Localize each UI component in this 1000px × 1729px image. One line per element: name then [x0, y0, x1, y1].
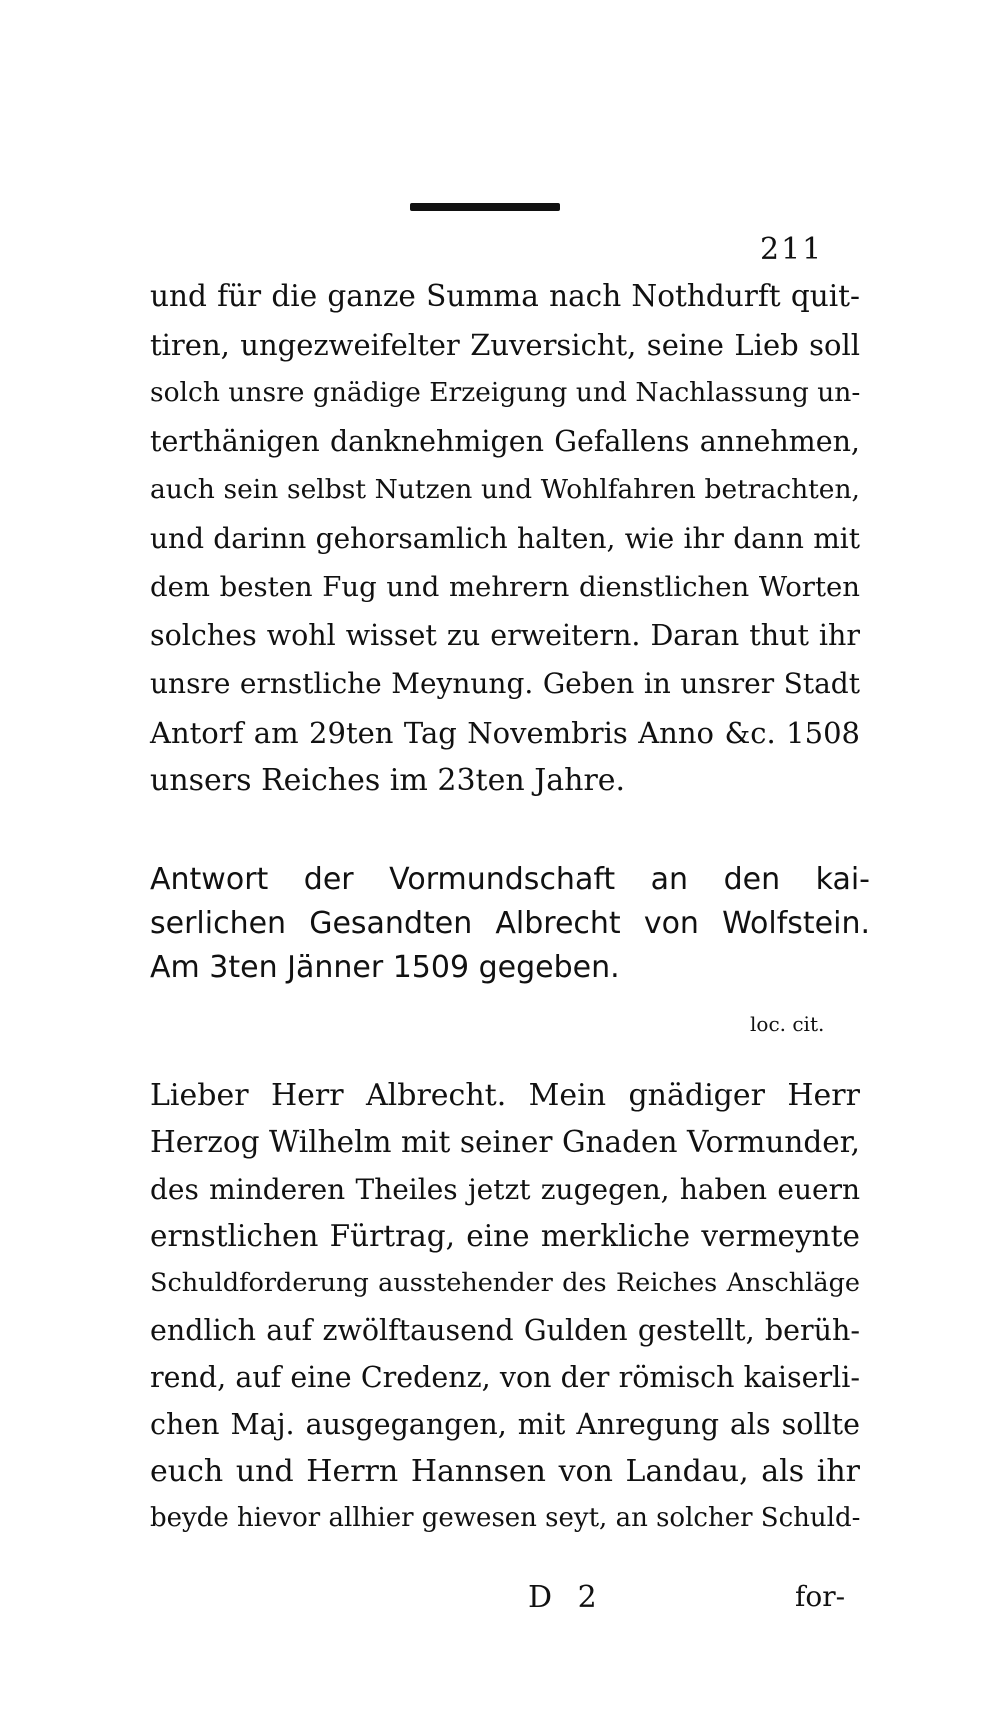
text-line: Lieber Herr Albrecht. Mein gnädiger Herr [150, 1078, 860, 1113]
text-line: ernstlichen Fürtrag, eine merkliche vermeynte [150, 1219, 860, 1253]
signature-mark: D 2 [528, 1580, 605, 1615]
heading-line: Antwort der Vormundschaft an den kai- [150, 862, 870, 897]
text-line: beyde hievor allhier gewesen seyt, an solcher Schuld- [150, 1503, 861, 1533]
text-line: terthänigen danknehmigen Gefallens annehmen, [150, 424, 860, 458]
text-line: solches wohl wisset zu erweitern. Daran thut ihr [150, 618, 860, 652]
text-line: Antorf am 29ten Tag Novembris Anno &c. 1508 [150, 715, 860, 750]
text-line: und darinn gehorsamlich halten, wie ihr dann mit [150, 521, 860, 555]
page-number: 211 [760, 232, 824, 267]
text-line: unsers Reiches im 23ten Jahre. [150, 763, 626, 798]
source-note: loc. cit. [750, 1012, 825, 1036]
text-line: Schuldforderung ausstehender des Reiches Anschläge [150, 1268, 860, 1298]
text-line: solch unsre gnädige Erzeigung und Nachlassung un- [150, 377, 861, 408]
heading-line: serlichen Gesandten Albrecht von Wolfstein. [150, 906, 870, 941]
section-heading [150, 858, 870, 990]
text-line: endlich auf zwölftausend Gulden gestellt, berüh- [150, 1314, 860, 1347]
text-line: dem besten Fug und mehrern dienstlichen Worten [150, 571, 860, 603]
heading-line: Am 3ten Jänner 1509 gegeben. [150, 950, 620, 985]
catchword: for- [795, 1580, 846, 1613]
text-line: euch und Herrn Hannsen von Landau, als ihr [150, 1454, 860, 1489]
paragraph-letter-body [150, 1072, 860, 1542]
header-rule [410, 203, 560, 211]
paragraph-letter-ending [150, 272, 860, 806]
text-line: chen Maj. ausgegangen, mit Anregung als sollte [150, 1408, 860, 1441]
text-line: tiren, ungezweifelter Zuversicht, seine Lieb soll [150, 327, 860, 362]
text-line: des minderen Theiles jetzt zugegen, haben euern [150, 1173, 860, 1206]
text-line: unsre ernstliche Meynung. Geben in unsrer Stadt [150, 667, 860, 700]
text-line: auch sein selbst Nutzen und Wohlfahren betrachten, [150, 474, 860, 505]
text-line: rend, auf eine Credenz, von der römisch kaiserli- [150, 1361, 860, 1394]
text-line: und für die ganze Summa nach Nothdurft quit- [150, 279, 860, 313]
text-line: Herzog Wilhelm mit seiner Gnaden Vormunder, [150, 1125, 860, 1159]
